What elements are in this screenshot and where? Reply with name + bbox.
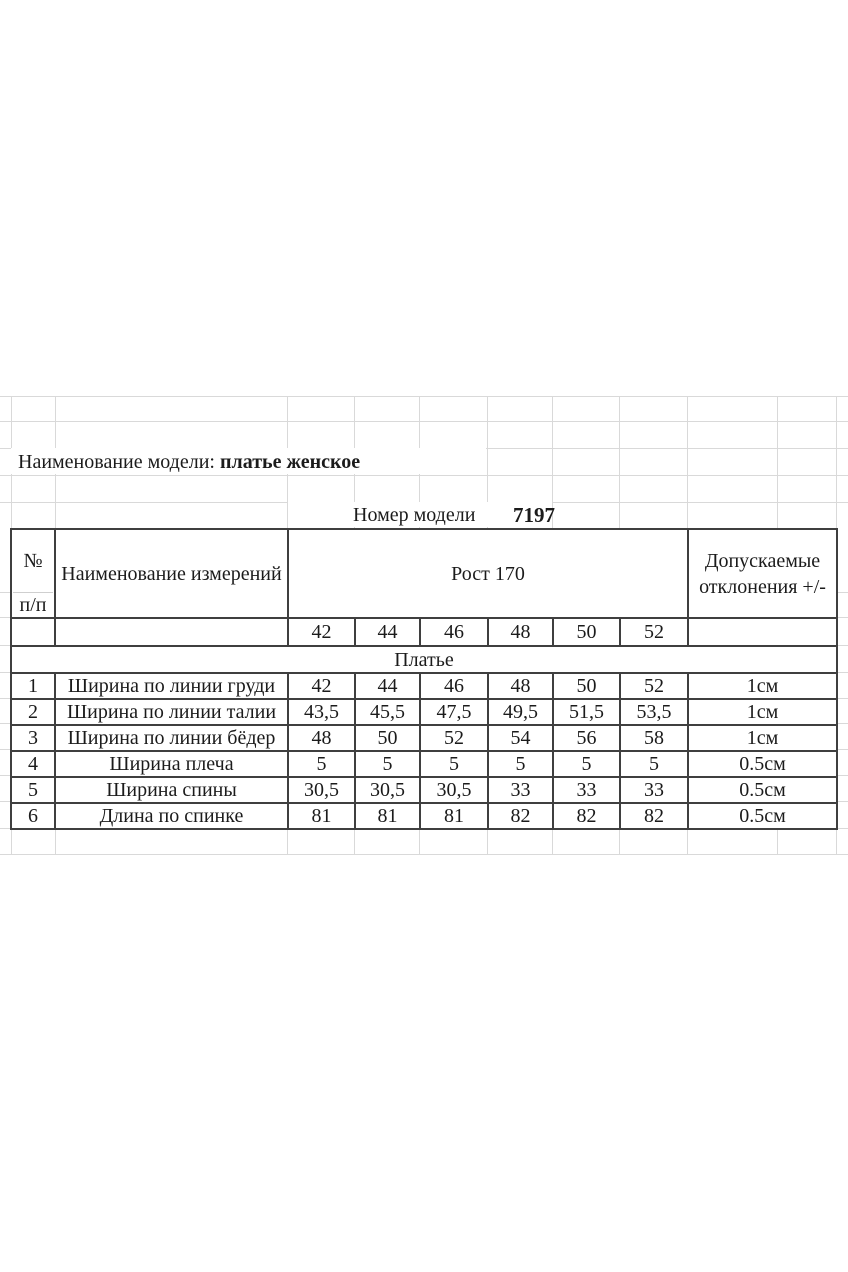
size-value-cell: 30,5 [355,777,420,803]
size-value-cell: 44 [355,673,420,699]
size-value-cell: 82 [620,803,688,829]
size-value-cell: 43,5 [288,699,355,725]
model-number-value: 7197 [513,503,555,527]
size-value-cell: 33 [488,777,553,803]
size-value-cell: 48 [488,673,553,699]
size-value-cell: 56 [553,725,620,751]
measurement-row [11,699,837,725]
grid-line-horizontal [0,396,848,397]
size-value-cell: 49,5 [488,699,553,725]
model-name-value: платье женское [219,451,361,473]
measurement-name-cell: Длина по спинке [55,803,288,829]
tolerance-cell: 1см [688,699,837,725]
row-number-cell: 1 [11,673,55,699]
row-number-cell: 4 [11,751,55,777]
size-value-cell: 47,5 [420,699,488,725]
size-value-cell: 82 [553,803,620,829]
size-value-cell: 81 [420,803,488,829]
size-value-cell: 45,5 [355,699,420,725]
tolerance-cell: 1см [688,673,837,699]
row-number-cell: 3 [11,725,55,751]
size-value-cell: 82 [488,803,553,829]
size-value-cell: 5 [288,751,355,777]
measurement-name-cell: Ширина по линии груди [55,673,288,699]
header-number-line2: п/п [19,594,47,616]
grid-line-horizontal [0,854,848,855]
header-measurement-name-cell: Наименование измерений [55,529,288,618]
empty-cell [11,618,55,646]
size-value-cell: 48 [288,725,355,751]
row-number-cell: 6 [11,803,55,829]
size-value-cell: 51,5 [553,699,620,725]
measurement-row [11,777,837,803]
tolerance-cell: 0.5см [688,751,837,777]
measurement-name-cell: Ширина по линии бёдер [55,725,288,751]
measurement-name-cell: Ширина по линии талии [55,699,288,725]
size-header-cell: 46 [420,618,488,646]
table-header-row [11,529,837,618]
empty-cell [55,618,288,646]
header-number-line1: № [23,550,43,572]
model-number-label: Номер модели [353,504,476,526]
measurement-row [11,725,837,751]
size-value-cell: 30,5 [288,777,355,803]
size-value-cell: 52 [620,673,688,699]
size-value-cell: 50 [553,673,620,699]
measurement-row [11,751,837,777]
size-header-cell: 48 [488,618,553,646]
model-name-row [18,449,360,475]
size-value-cell: 42 [288,673,355,699]
tolerance-cell: 0.5см [688,777,837,803]
size-value-cell: 33 [620,777,688,803]
header-number-cell [11,529,55,618]
header-tolerance-line1: Допускаемые [704,549,821,572]
tolerance-cell: 0.5см [688,803,837,829]
sizes-header-row [11,618,837,646]
size-value-cell: 50 [355,725,420,751]
size-value-cell: 5 [355,751,420,777]
grid-line-horizontal [0,421,848,422]
size-header-cell: 44 [355,618,420,646]
measurement-name-cell: Ширина плеча [55,751,288,777]
header-tolerance-line2: отклонения +/- [699,575,826,598]
size-value-cell: 58 [620,725,688,751]
section-title-cell: Платье [11,646,837,673]
grid-line-horizontal [0,475,848,476]
size-value-cell: 5 [553,751,620,777]
header-tolerance-cell [688,529,837,618]
size-header-cell: 52 [620,618,688,646]
size-chart-table [10,528,838,830]
section-row [11,646,837,673]
measurement-row [11,803,837,829]
size-value-cell: 5 [488,751,553,777]
measurement-name-cell: Ширина спины [55,777,288,803]
empty-cell [688,618,837,646]
size-value-cell: 46 [420,673,488,699]
size-value-cell: 33 [553,777,620,803]
measurement-row [11,673,837,699]
size-header-cell: 42 [288,618,355,646]
size-value-cell: 54 [488,725,553,751]
size-header-cell: 50 [553,618,620,646]
tolerance-cell: 1см [688,725,837,751]
size-value-cell: 81 [288,803,355,829]
size-value-cell: 5 [420,751,488,777]
size-value-cell: 30,5 [420,777,488,803]
row-number-cell: 5 [11,777,55,803]
model-name-label: Наименование модели: [18,451,215,473]
size-value-cell: 53,5 [620,699,688,725]
row-number-cell: 2 [11,699,55,725]
size-value-cell: 81 [355,803,420,829]
header-height-group-cell: Рост 170 [288,529,688,618]
size-value-cell: 52 [420,725,488,751]
size-value-cell: 5 [620,751,688,777]
